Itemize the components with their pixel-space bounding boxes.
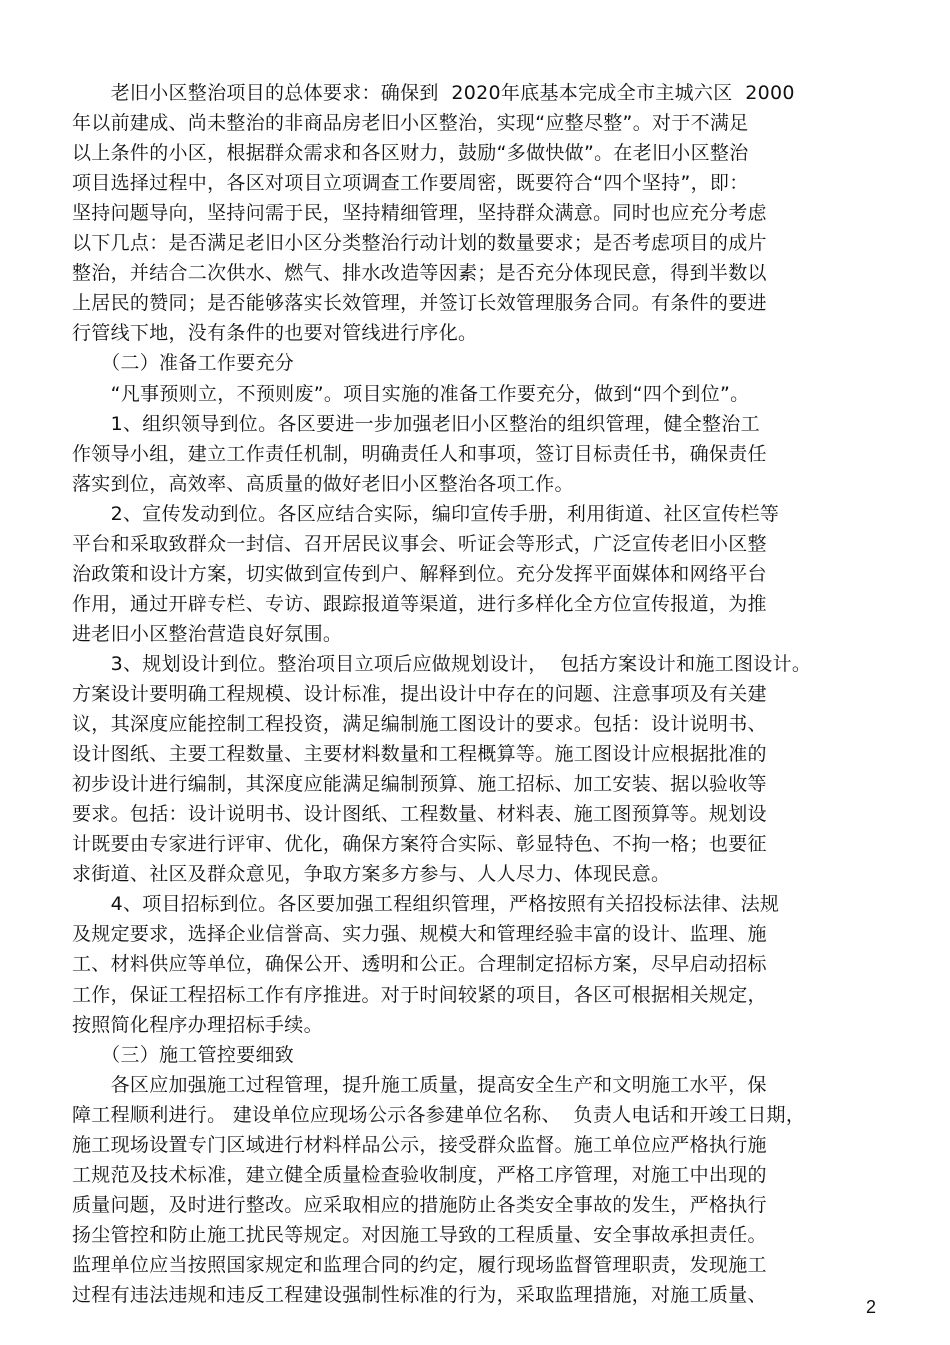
text-line: 初步设计进行编制，其深度应能满足编制预算、施工招标、加工安装、据以验收等 <box>72 773 767 796</box>
text-line: 3、规划设计到位。整治项目立项后应做规划设计， 包括方案设计和施工图设计。 <box>72 652 812 675</box>
page-number: 2 <box>866 1297 877 1317</box>
text-line: （三）施工管控要细致 <box>72 1043 295 1066</box>
text-line: 及规定要求，选择企业信誉高、实力强、规模大和管理经验丰富的设计、监理、施 <box>72 923 767 946</box>
text-line: 1、组织领导到位。各区要进一步加强老旧小区整治的组织管理，健全整治工 <box>72 412 760 435</box>
text-line: 工作，保证工程招标工作有序推进。对于时间较紧的项目，各区可根据相关规定， <box>72 983 767 1006</box>
text-line: 工规范及技术标准，建立健全质量检查验收制度，严格工序管理，对施工中出现的 <box>72 1163 767 1186</box>
text-line: 老旧小区整治项目的总体要求：确保到 2020年底基本完成全市主城六区 2000 <box>72 82 795 104</box>
text-line: 坚持问题导向，坚持问需于民，坚持精细管理，坚持群众满意。同时也应充分考虑 <box>72 202 767 225</box>
text-line: 质量问题，及时进行整改。应采取相应的措施防止各类安全事故的发生，严格执行 <box>72 1193 767 1216</box>
text-line: 作领导小组，建立工作责任机制，明确责任人和事项，签订目标责任书，确保责任 <box>72 442 767 465</box>
text-line: 按照简化程序办理招标手续。 <box>72 1013 323 1036</box>
text-line: 扬尘管控和防止施工扰民等规定。对因施工导致的工程质量、安全事故承担责任。 <box>72 1223 767 1246</box>
text-line: 行管线下地，没有条件的也要对管线进行序化。 <box>72 322 478 345</box>
text-line: 方案设计要明确工程规模、设计标准，提出设计中存在的问题、注意事项及有关建 <box>72 683 767 705</box>
text-line: 过程有违法违规和违反工程建设强制性标准的行为，采取监理措施，对施工质量、 <box>72 1284 767 1306</box>
text-line: 平台和采取致群众一封信、召开居民议事会、听证会等形式，广泛宣传老旧小区整 <box>72 532 767 555</box>
text-line: 设计图纸、主要工程数量、主要材料数量和工程概算等。施工图设计应根据批准的 <box>72 743 767 766</box>
text-line: 以上条件的小区，根据群众需求和各区财力，鼓励“多做快做”。在老旧小区整治 <box>72 142 749 165</box>
text-line: 项目选择过程中，各区对项目立项调查工作要周密，既要符合“四个坚持”，即： <box>72 172 749 195</box>
text-line: 治政策和设计方案，切实做到宣传到户、解释到位。充分发挥平面媒体和网络平台 <box>72 562 767 585</box>
text-line: 进老旧小区整治营造良好氛围。 <box>72 622 343 645</box>
text-line: 工、材料供应等单位，确保公开、透明和公正。合理制定招标方案，尽早启动招标 <box>72 953 767 976</box>
text-line: 议，其深度应能控制工程投资，满足编制施工图设计的要求。包括：设计说明书、 <box>72 713 767 736</box>
text-line: 要求。包括：设计说明书、设计图纸、工程数量、材料表、施工图预算等。规划设 <box>72 803 767 826</box>
text-line: 上居民的赞同；是否能够落实长效管理，并签订长效管理服务合同。有条件的要进 <box>72 292 767 315</box>
text-line: 以下几点：是否满足老旧小区分类整治行动计划的数量要求；是否考虑项目的成片 <box>72 232 767 255</box>
text-line: 整治，并结合二次供水、燃气、排水改造等因素；是否充分体现民意，得到半数以 <box>72 262 767 285</box>
text-line: 年以前建成、尚未整治的非商品房老旧小区整治，实现“应整尽整”。对于不满足 <box>72 112 749 135</box>
text-line: 施工现场设置专门区域进行材料样品公示，接受群众监督。施工单位应严格执行施 <box>72 1133 767 1156</box>
text-line: 落实到位，高效率、高质量的做好老旧小区整治各项工作。 <box>72 472 574 495</box>
text-line: 作用，通过开辟专栏、专访、跟踪报道等渠道，进行多样化全方位宣传报道，为推 <box>72 592 767 615</box>
text-line: 障工程顺利进行。 建设单位应现场公示各参建单位名称、 负责人电话和开竣工日期， <box>72 1103 806 1126</box>
text-line: 2、宣传发动到位。各区应结合实际，编印宣传手册，利用街道、社区宣传栏等 <box>72 502 780 525</box>
text-line: 计既要由专家进行评审、优化，确保方案符合实际、彰显特色、不拘一格；也要征 <box>72 833 767 856</box>
text-line: 求街道、社区及群众意见，争取方案多方参与、人人尽力、体现民意。 <box>72 863 671 886</box>
text-line: “凡事预则立，不预则废”。项目实施的准备工作要充分，做到“四个到位”。 <box>72 382 750 405</box>
text-line: 各区应加强施工过程管理，提升施工质量，提高安全生产和文明施工水平，保 <box>72 1073 767 1096</box>
text-line: 监理单位应当按照国家规定和监理合同的约定，履行现场监督管理职责，发现施工 <box>72 1253 767 1276</box>
text-line: 4、项目招标到位。各区要加强工程组织管理，严格按照有关招投标法律、法规 <box>72 893 780 916</box>
text-line: （二）准备工作要充分 <box>72 352 295 375</box>
